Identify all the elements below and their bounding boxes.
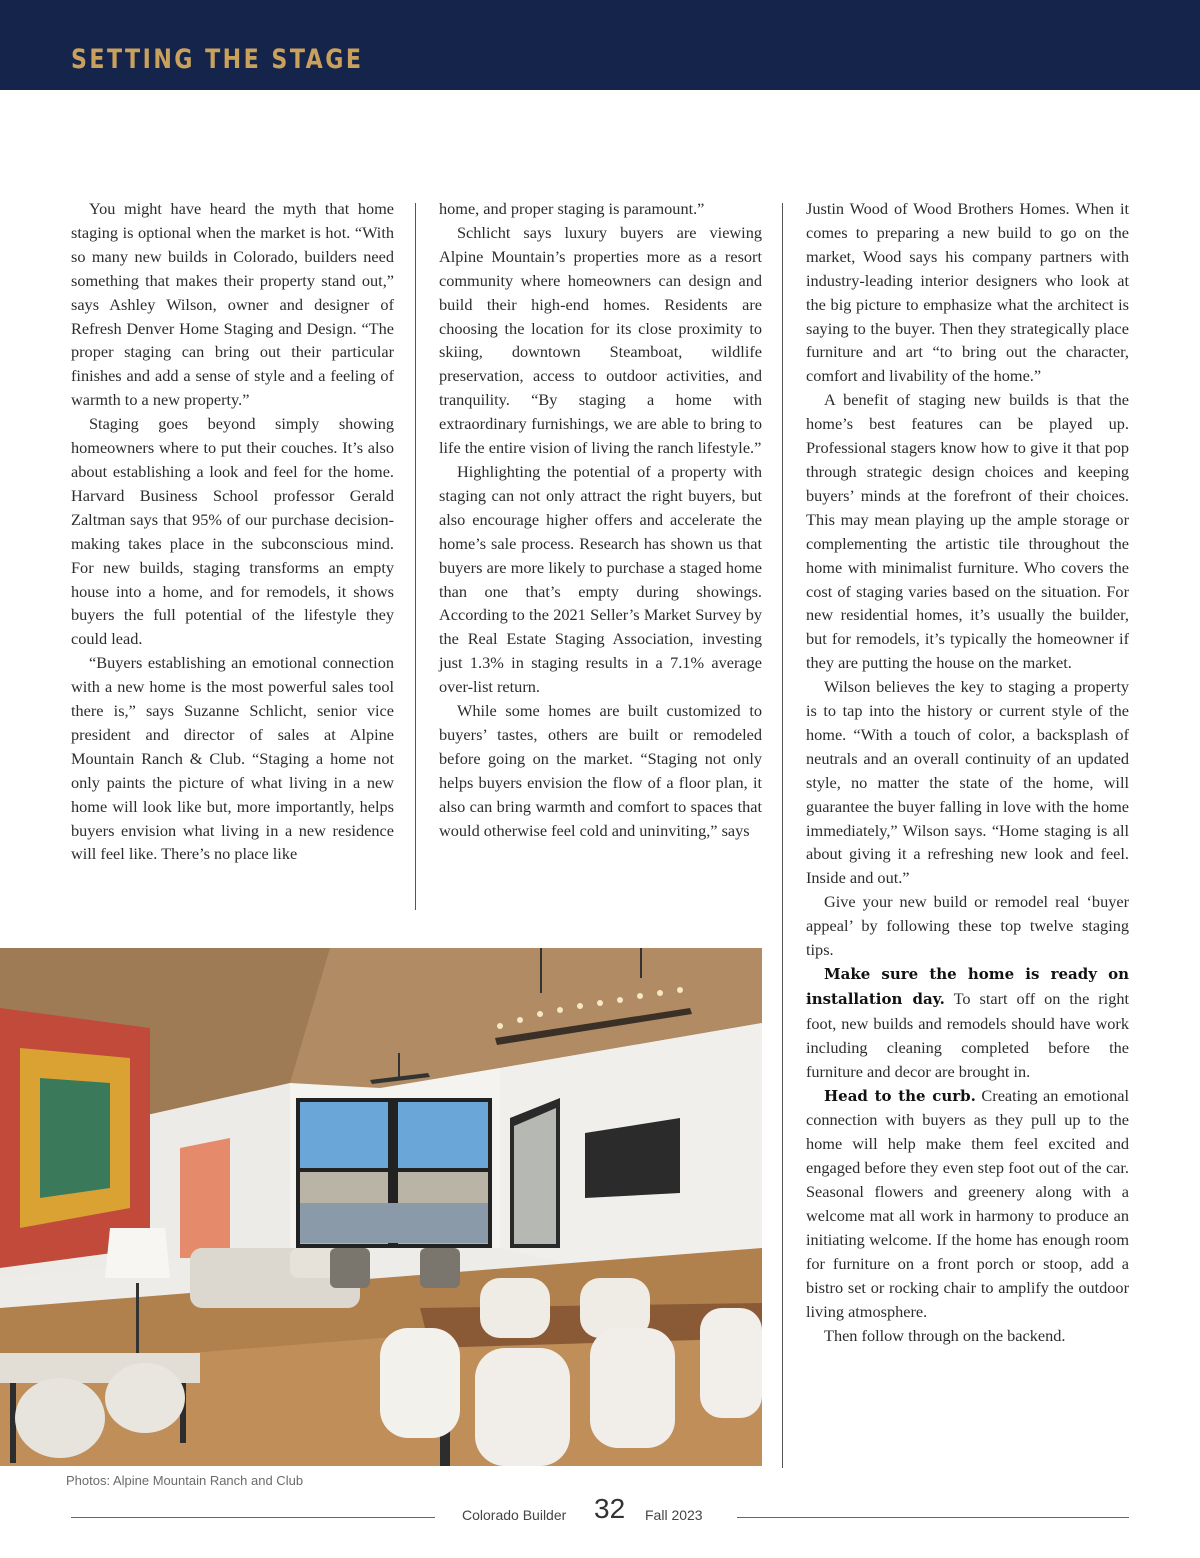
paragraph: Give your new build or remodel real ‘buyer appeal’ by following these top twelve staging tips. — [806, 892, 1129, 960]
interior-photo — [0, 948, 762, 1466]
tip-heading: Make sure the home is ready on installation day. — [806, 965, 1129, 1008]
tip-paragraph — [806, 1084, 1129, 1324]
paragraph: You might have heard the myth that home staging is optional when the market is hot. “With so many new builds in Colorado, builders need something that makes their property stand out,” says Ashley Wilson, owner and designer of Refresh Denver Home Staging and Design. “The proper staging can bring out their particular finishes and add a sense of style and a feeling of warmth to a new property.” — [71, 199, 394, 410]
tip-heading: Head to the curb. — [824, 1086, 976, 1105]
article-column-1 — [71, 197, 394, 866]
footer-publication: Colorado Builder — [462, 1507, 567, 1523]
footer-rule-left — [71, 1517, 435, 1518]
column-divider — [782, 203, 783, 1468]
paragraph: Highlighting the potential of a property with staging can not only attract the right buyers, but also encourage higher offers and accelerate the home’s sale process. Research has shown us that buyers are more likely to purchase a staged home than one that’s empty during showings. According to the 2021 Seller’s Market Survey by the Real Estate Staging Association, investing just 1.3% in staging results in a 7.1% average over-list return. — [439, 461, 762, 697]
article-column-3 — [806, 197, 1129, 1348]
paragraph: “Buyers establishing an emotional connection with a new home is the most powerful sales tool there is,” says Suzanne Schlicht, senior vice president and director of sales at Alpine Mountain Ranch & Club. “Staging a home not only paints the picture of what living in a new home will look like but, more importantly, helps buyers envision what living in a new residence will feel like. There’s no place like — [71, 653, 394, 864]
footer-rule-right — [737, 1517, 1129, 1518]
photo-caption: Photos: Alpine Mountain Ranch and Club — [66, 1473, 304, 1488]
section-header-bar — [0, 0, 1200, 90]
tip-body: To start off on the right foot, new builds and remodels should have work including cleaning completed before the furniture and decor are brought in. — [806, 988, 1130, 1081]
page-number: 32 — [594, 1493, 626, 1524]
paragraph: Staging goes beyond simply showing homeowners where to put their couches. It’s also about establishing a look and feel for the home. Harvard Business School professor Gerald Zaltman says that 95% of our purchase decision-making takes place in the subconscious mind. For new builds, staging transforms an empty house into a home, and for remodels, it shows buyers the full potential of the lifestyle they could lead. — [71, 414, 394, 649]
paragraph: A benefit of staging new builds is that the home’s best features can be played up. Professional stagers know how to give it that pop through strategic design choices and keeping buyers’ minds at the forefront of their choices. This may mean playing up the ample storage or complementing the artistic tile throughout the home with minimalist furniture. Who covers the cost of staging varies based on the situation. For new residential homes, it’s usually the builder, but for remodels, it’s typically the homeowner if they are putting the house on the market. — [806, 390, 1129, 673]
paragraph: home, and proper staging is paramount.” — [439, 199, 705, 218]
tip-body: Creating an emotional connection with buyers as they pull up to the home will help make them feel excited and engaged before they even step foot out of the car. Seasonal flowers and greenery along with a welcome mat all work in harmony to produce an initiating welcome. If the home has enough room for furniture on a front porch or stoop, add a bistro set or rocking chair to amplify the outdoor living atmosphere. — [806, 1085, 1129, 1321]
footer-issue: Fall 2023 — [645, 1507, 703, 1523]
paragraph: While some homes are built customized to buyers’ tastes, others are built or remodeled before going on the market. “Staging not only helps buyers envision the flow of a floor plan, it also can bring warmth and comfort to spaces that would otherwise feel cold and uninviting,” says — [439, 701, 762, 840]
article-column-2 — [439, 197, 762, 842]
paragraph: Wilson believes the key to staging a property is to tap into the history or current style of the home. “With a touch of color, a backsplash of neutrals and an overall continuity of an updated style, no matter the state of the home, will guarantee the buyer falling in love with the home immediately,” Wilson says. “Home staging is all about giving it a refreshing new look and feel. Inside and out.” — [806, 677, 1129, 888]
paragraph: Justin Wood of Wood Brothers Homes. When it comes to preparing a new build to go on the market, Wood says his company partners with industry-leading interior designers who look at the big picture to emphasize what the architect is saying to the buyer. Then they strategically place furniture and art “to bring out the character, comfort and livability of the home.” — [806, 199, 1129, 386]
tip-paragraph — [806, 962, 1129, 1084]
column-divider — [415, 203, 416, 910]
paragraph: Then follow through on the backend. — [824, 1325, 1066, 1345]
paragraph: Schlicht says luxury buyers are viewing Alpine Mountain’s properties more as a resort community where homeowners can design and build their high-end homes. Residents are choosing the location for its close proximity to skiing, downtown Steamboat, wildlife preservation, access to outdoor activities, and tranquility. “By staging a home with extraordinary furnishings, we are able to bring to life the entire vision of living the ranch lifestyle.” — [439, 222, 762, 458]
section-title: SETTING THE STAGE — [71, 44, 364, 75]
